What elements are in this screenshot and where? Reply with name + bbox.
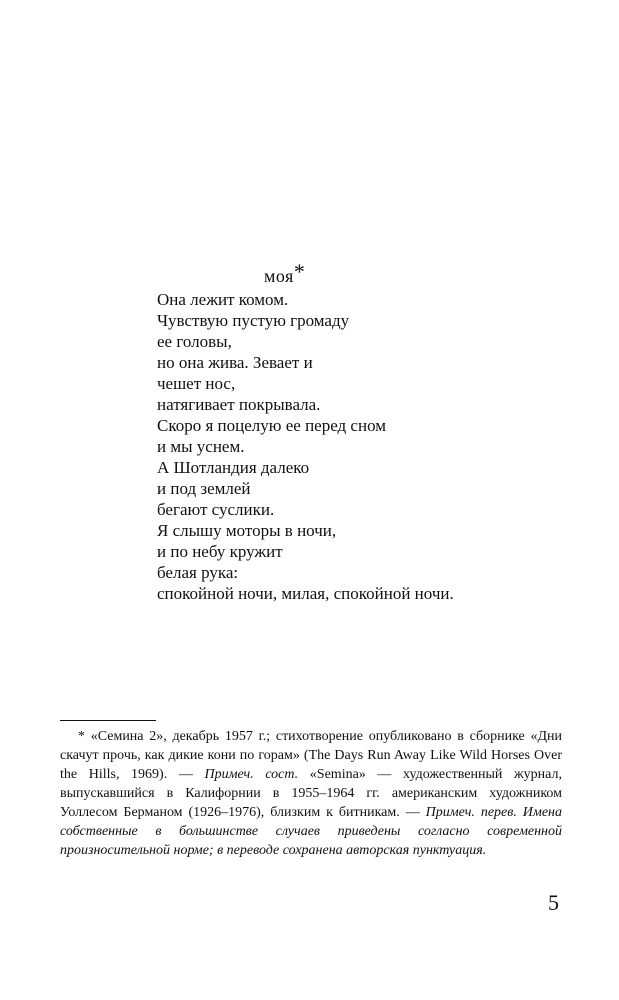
poem-line: ее головы, [157, 332, 232, 351]
footnote-text [60, 727, 562, 860]
page-number: 5 [548, 890, 559, 915]
footnote-part-1: «Семина 2», декабрь 1957 г.; стихотворение опубликовано в сборнике «Дни скачут прочь, как дикие кони по горам» (The Days Run Away Like Wild Horses Over the Hills, 1969). — [60, 729, 562, 782]
footnote-note-1: Примеч. сост. [204, 767, 299, 782]
footnote-mark: * [78, 729, 85, 744]
footnote [60, 727, 562, 860]
poem-line: Скоро я поцелую ее перед сном [157, 416, 387, 435]
poem-line: спокойной ночи, милая, спокойной ночи. [157, 584, 454, 603]
poem-line: и мы уснем. [157, 437, 245, 456]
footnote-part-2: «Semina» — художественный журнал, выпускавшийся в Калифорнии в 1955–1964 гг. американским художником Уоллесом Берманом (1926–1976), близким к битникам. — [60, 767, 562, 820]
poem-line: белая рука: [157, 563, 239, 582]
footnote-note-2: Примеч. перев. Имена собственные в большинстве случаев приведены согласно современной произносительной норме; в переводе сохранена авторская пунктуация. [60, 805, 562, 858]
poem-title-text: моя [264, 266, 294, 286]
footnote-marker: * [293, 259, 306, 284]
poem-line: и под землей [157, 479, 251, 498]
poem-line: А Шотландия далеко [157, 458, 310, 477]
poem-line: чешет нос, [157, 374, 236, 393]
poem-line: и по небу кружит [157, 542, 283, 561]
poem-title [264, 259, 306, 288]
poem-line: натягивает покрывала. [157, 395, 321, 414]
poem-body [157, 289, 577, 604]
poem-line: бегают суслики. [157, 500, 275, 519]
poem-line: Чувствую пустую громаду [157, 311, 350, 330]
poem-line: но она жива. Зевает и [157, 353, 313, 372]
poem-line: Я слышу моторы в ночи, [157, 521, 337, 540]
poem-line: Она лежит комом. [157, 290, 289, 309]
footnote-divider [60, 720, 156, 721]
